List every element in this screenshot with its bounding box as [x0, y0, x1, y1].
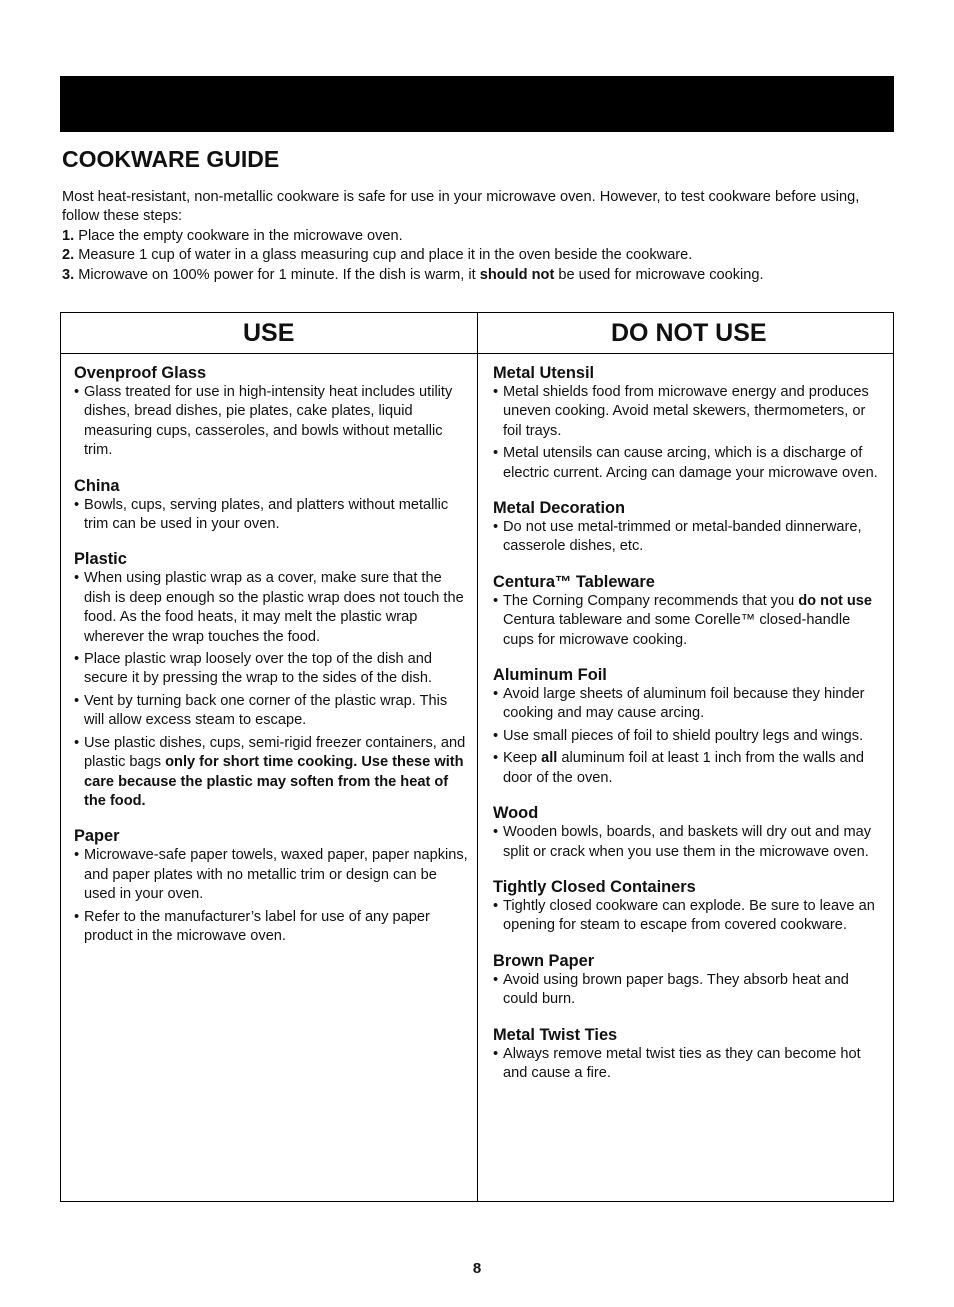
section-title: Paper: [74, 827, 120, 846]
bullet-item: • Glass treated for use in high-intensity heat includes utility dishes, bread dishes, pie plates, cake plates, liquid measuring cups, casseroles, and bowls without metallic trim.: [74, 384, 453, 459]
bullet-item: • Use small pieces of foil to shield poultry legs and wings.: [493, 727, 883, 746]
intro-step: 3. Microwave on 100% power for 1 minute. If the dish is warm, it should not be used for microwave cooking.: [62, 266, 764, 283]
cookware-table: [60, 312, 894, 1202]
bullet-item: • Avoid using brown paper bags. They absorb heat and could burn.: [493, 971, 849, 1008]
intro: [62, 188, 896, 285]
bullet-icon: •: [493, 519, 499, 536]
section: [74, 826, 469, 946]
column-divider: [477, 313, 478, 1201]
bullet-item: • The Corning Company recommends that you do not use Centura tableware and some Corelle™ closed-handle cups for microwave cooking.: [493, 592, 873, 648]
section-title: Brown Paper: [493, 951, 595, 970]
intro-text: Most heat-resistant, non-metallic cookware is safe for use in your microwave oven. However, to test cookware before using, follow these steps:: [62, 189, 860, 225]
section-title: Wood: [493, 804, 539, 823]
bullet-item: • Do not use metal-trimmed or metal-banded dinnerware, casserole dishes, etc.: [493, 519, 862, 555]
bullet-item: • When using plastic wrap as a cover, make sure that the dish is deep enough so the plastic wrap does not touch the food. As the food heats, it may melt the plastic wrap wherever the wrap touches the food.: [74, 570, 464, 645]
bullet-item: • Microwave-safe paper towels, waxed paper, paper napkins, and paper plates with no metallic trim or design can be used in your oven.: [74, 847, 468, 903]
bullet-icon: •: [74, 908, 80, 925]
section-title: Metal Twist Ties: [493, 1025, 618, 1044]
bullet-icon: •: [493, 445, 499, 462]
page-number: 8: [472, 1260, 482, 1277]
bullet-item: • Avoid large sheets of aluminum foil because they hinder cooking and may cause arcing.: [493, 686, 865, 722]
section: [74, 363, 469, 461]
bullet-item: • Keep all aluminum foil at least 1 inch from the walls and door of the oven.: [493, 750, 864, 786]
use-heading: USE: [243, 319, 295, 347]
use-column: [74, 363, 469, 961]
bullet-icon: •: [74, 651, 80, 668]
intro-step: 2. Measure 1 cup of water in a glass measuring cup and place it in the oven beside the cookware.: [62, 247, 693, 264]
bullet-icon: •: [493, 686, 499, 703]
bullet-icon: •: [493, 1045, 499, 1062]
section-title: China: [74, 476, 120, 495]
bullet-icon: •: [74, 847, 80, 864]
bullet-item: • Vent by turning back one corner of the plastic wrap. This will allow excess steam to escape.: [74, 692, 448, 729]
bullet-icon: •: [493, 897, 499, 914]
bullet-item: • Bowls, cups, serving plates, and platters without metallic trim can be used in your oven.: [74, 496, 449, 533]
section: [74, 476, 469, 535]
bullet-item: • Use plastic dishes, cups, semi-rigid freezer containers, and plastic bags only for short time cooking. Use these with care because the plastic may soften from the heat of the food.: [74, 734, 466, 809]
section: [493, 877, 883, 936]
section-title: Plastic: [74, 550, 127, 569]
bullet-icon: •: [74, 734, 80, 751]
bullet-item: • Metal shields food from microwave energy and produces uneven cooking. Avoid metal skewers, thermometers, or foil trays.: [493, 384, 869, 439]
bullet-icon: •: [493, 384, 499, 400]
page-title: COOKWARE GUIDE: [62, 146, 280, 172]
header-divider: [61, 353, 893, 354]
bullet-icon: •: [74, 570, 80, 587]
bullet-icon: •: [493, 971, 499, 988]
bullet-icon: •: [74, 692, 80, 709]
bullet-item: • Wooden bowls, boards, and baskets will dry out and may split or crack when you use them in the microwave oven.: [493, 824, 872, 860]
section: [493, 665, 883, 788]
section-title: Metal Decoration: [493, 499, 626, 518]
bullet-icon: •: [74, 496, 80, 513]
bullet-item: • Always remove metal twist ties as they can become hot and cause a fire.: [493, 1045, 861, 1081]
section: [493, 803, 883, 862]
section: [493, 1025, 883, 1084]
section-title: Ovenproof Glass: [74, 364, 207, 382]
bullet-icon: •: [74, 384, 80, 400]
section: [493, 951, 883, 1010]
bullet-item: • Refer to the manufacturer’s label for use of any paper product in the microwave oven.: [74, 908, 430, 944]
intro-step: 1. Place the empty cookware in the microwave oven.: [62, 227, 403, 244]
bullet-icon: •: [493, 727, 499, 744]
bullet-icon: •: [493, 592, 499, 609]
section: [74, 549, 469, 811]
section: [493, 498, 883, 557]
do-not-use-column: [493, 363, 883, 1098]
bullet-item: • Metal utensils can cause arcing, which is a discharge of electric current. Arcing can damage your microwave oven.: [493, 445, 878, 481]
section-title: Metal Utensil: [493, 364, 595, 382]
bullet-icon: •: [493, 750, 499, 767]
section: [493, 572, 883, 650]
section-title: Aluminum Foil: [493, 666, 607, 685]
bullet-item: • Place plastic wrap loosely over the top of the dish and secure it by pressing the wrap to the sides of the dish.: [74, 651, 433, 687]
bullet-icon: •: [493, 824, 499, 841]
header-bar: [60, 76, 894, 132]
do-not-use-heading: DO NOT USE: [611, 319, 767, 347]
section-title: Centura™ Tableware: [493, 572, 655, 591]
section-title: Tightly Closed Containers: [493, 877, 696, 896]
bullet-item: • Tightly closed cookware can explode. Be sure to leave an opening for steam to escape from covered cookware.: [493, 897, 875, 934]
section: [493, 363, 883, 483]
